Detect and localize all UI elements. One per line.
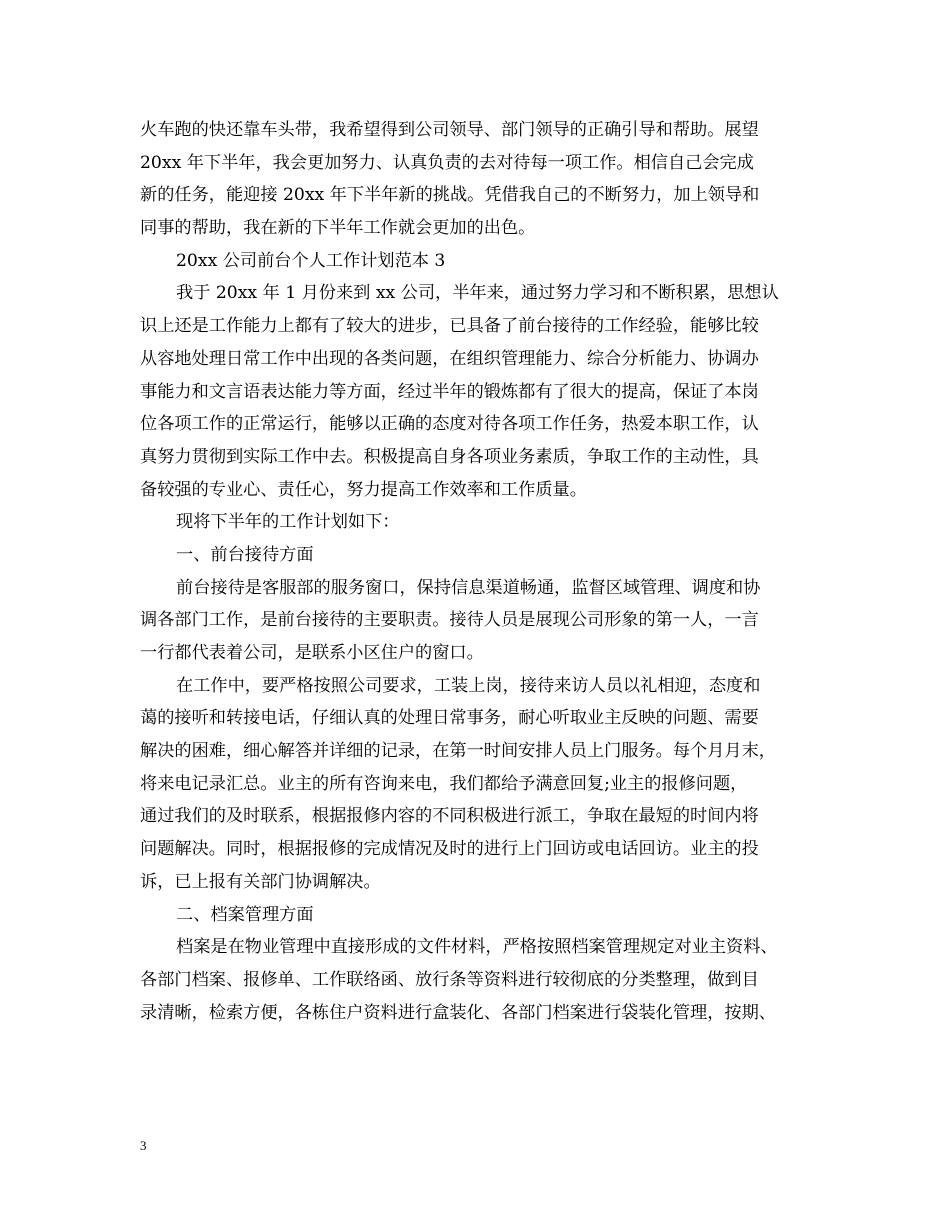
text-line: 同事的帮助，我在新的下半年工作就会更加的出色。 <box>140 218 536 239</box>
text-line: 调各部门工作，是前台接待的主要职责。接待人员是展现公司形象的第一人，一言 <box>140 610 759 631</box>
text-line: 蔼的接听和转接电话，仔细认真的处理日常事务，耐心听取业主反映的问题、需要 <box>140 708 759 729</box>
text-line: 真努力贯彻到实际工作中去。积极提高自身各项业务素质，争取工作的主动性，具 <box>140 446 759 467</box>
page-number: 3 <box>140 1138 147 1153</box>
text-line: 诉，已上报有关部门协调解决。 <box>140 871 381 892</box>
text-line: 20xx 年下半年，我会更加努力、认真负责的去对待每一项工作。相信自己会完成 <box>140 152 754 173</box>
text-line: 事能力和文言语表达能力等方面，经过半年的锻炼都有了很大的提高，保证了本岗 <box>140 381 759 402</box>
text-line: 通过我们的及时联系，根据报修内容的不同积极进行派工，争取在最短的时间内将 <box>140 806 759 827</box>
text-line: 现将下半年的工作计划如下： <box>176 512 400 533</box>
text-line: 解决的困难，细心解答并详细的记录，在第一时间安排人员上门服务。每个月月末， <box>140 741 776 762</box>
text-line: 20xx 公司前台个人工作计划范本 3 <box>176 250 446 271</box>
text-line: 识上还是工作能力上都有了较大的进步，已具备了前台接待的工作经验，能够比较 <box>140 316 759 337</box>
text-line: 一行都代表着公司，是联系小区住户的窗口。 <box>140 643 484 663</box>
text-line: 备较强的专业心、责任心，努力提高工作效率和工作质量。 <box>140 479 587 500</box>
text-line: 问题解决。同时，根据报修的完成情况及时的进行上门回访或电话回访。业主的投 <box>140 839 759 860</box>
text-line: 新的任务，能迎接 20xx 年下半年新的挑战。凭借我自己的不断努力，加上领导和 <box>140 185 760 206</box>
text-line: 从容地处理日常工作中出现的各类问题，在组织管理能力、综合分析能力、协调办 <box>140 348 759 369</box>
text-line: 将来电记录汇总。业主的所有咨询来电，我们都给予满意回复;业主的报修问题， <box>140 773 748 794</box>
text-line: 各部门档案、报修单、工作联络函、放行条等资料进行较彻底的分类整理，做到目 <box>140 969 759 990</box>
text-line: 位各项工作的正常运行，能够以正确的态度对待各项工作任务，热爱本职工作，认 <box>140 414 759 435</box>
text-line: 一、前台接待方面 <box>176 544 314 565</box>
text-line: 二、档案管理方面 <box>176 904 314 925</box>
text-line: 火车跑的快还靠车头带，我希望得到公司领导、部门领导的正确引导和帮助。展望 <box>140 120 759 140</box>
text-line: 档案是在物业管理中直接形成的文件材料，严格按照档案管理规定对业主资料、 <box>176 937 778 958</box>
text-line: 录清晰，检索方便，各栋住户资料进行盒装化、各部门档案进行袋装化管理，按期、 <box>140 1002 776 1023</box>
text-line: 前台接待是客服部的服务窗口，保持信息渠道畅通，监督区域管理、调度和协 <box>176 577 761 598</box>
text-line: 在工作中，要严格按照公司要求，工装上岗，接待来访人员以礼相迎，态度和 <box>176 675 761 696</box>
document-body <box>140 114 825 1029</box>
text-line: 我于 20xx 年 1 月份来到 xx 公司，半年来，通过努力学习和不断积累，思想认 <box>176 283 779 304</box>
